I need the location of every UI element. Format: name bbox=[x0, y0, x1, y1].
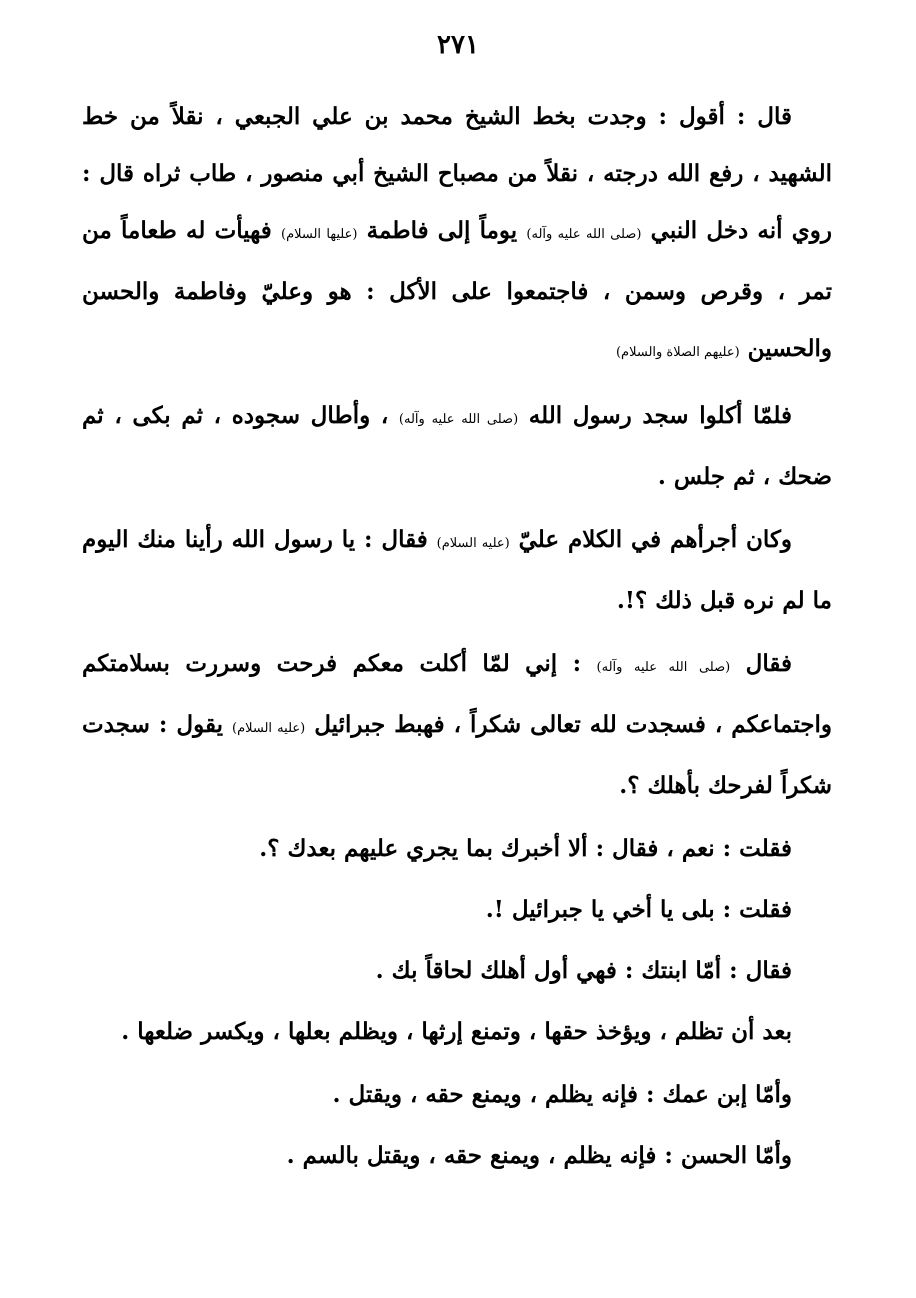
paragraph bbox=[82, 1066, 832, 1123]
honorific: (صلى الله عليه وآله) bbox=[398, 412, 519, 427]
text-run: فقال : يا رسول الله رأينا منك اليوم ما لم نره قبل ذلك ؟!. bbox=[82, 526, 832, 614]
honorific: (صلى الله عليه وآله) bbox=[526, 227, 642, 242]
honorific: (صلى الله عليه وآله) bbox=[596, 660, 731, 675]
paragraph bbox=[82, 387, 832, 505]
text-run: فقلت : بلى يا أخي يا جبرائيل !. bbox=[485, 896, 792, 923]
paragraph bbox=[82, 635, 832, 814]
page-number: ٢٧١ bbox=[437, 30, 479, 60]
paragraph bbox=[82, 820, 832, 877]
text-run: بعد أن تظلم ، ويؤخذ حقها ، وتمنع إرثها ، ويظلم بعلها ، ويكسر ضلعها . bbox=[121, 1018, 792, 1045]
text-run: يقول : سجدت شكراً لفرحك بأهلك ؟. bbox=[82, 711, 832, 799]
text-run: فلمّا أكلوا سجد رسول الله bbox=[518, 402, 793, 429]
honorific: (عليه السلام) bbox=[436, 536, 510, 551]
text-run: وأمّا إبن عمك : فإنه يظلم ، ويمنع حقه ، ويقتل . bbox=[332, 1081, 792, 1108]
paragraph bbox=[82, 511, 832, 629]
honorific: (عليها السلام) bbox=[281, 227, 358, 242]
text-run: وكان أجرأهم في الكلام عليّ bbox=[509, 526, 792, 553]
body-text bbox=[82, 88, 832, 1188]
paragraph bbox=[82, 881, 832, 938]
text-run: يوماً إلى فاطمة bbox=[357, 217, 527, 244]
text-run: ، وأطال سجوده ، ثم بكى ، ثم ضحك ، ثم جلس . bbox=[82, 402, 832, 490]
paragraph bbox=[82, 1127, 832, 1184]
text-run: فقال bbox=[730, 650, 793, 677]
text-run: : إني لمّا أكلت معكم فرحت وسررت بسلامتكم واجتماعكم ، فسجدت لله تعالى شكراً ، فهبط جبرائيل bbox=[82, 650, 832, 738]
text-run: فقلت : نعم ، فقال : ألا أخبرك بما يجري عليهم بعدك ؟. bbox=[259, 835, 792, 862]
honorific: (عليهم الصلاة والسلام) bbox=[615, 345, 740, 360]
text-run: فهيأت له طعاماً من تمر ، وقرص وسمن ، فاجتمعوا على الأكل : هو وعليّ وفاطمة والحسن والحسين bbox=[82, 217, 832, 362]
text-run: وأمّا الحسن : فإنه يظلم ، ويمنع حقه ، ويقتل بالسم . bbox=[286, 1142, 792, 1169]
text-run: فقال : أمّا ابنتك : فهي أول أهلك لحاقاً بك . bbox=[375, 957, 792, 984]
honorific: (عليه السلام) bbox=[232, 721, 306, 736]
paragraph bbox=[82, 88, 832, 381]
paragraph bbox=[82, 1003, 832, 1060]
paragraph bbox=[82, 942, 832, 999]
text-run: قال : أقول : وجدت بخط الشيخ محمد بن علي الجبعي ، نقلاً من خط الشهيد ، رفع الله درجته ، نقلاً من مصباح الشيخ أبي منصور ، طاب ثراه قال : روي أنه دخل النبي bbox=[82, 103, 832, 244]
